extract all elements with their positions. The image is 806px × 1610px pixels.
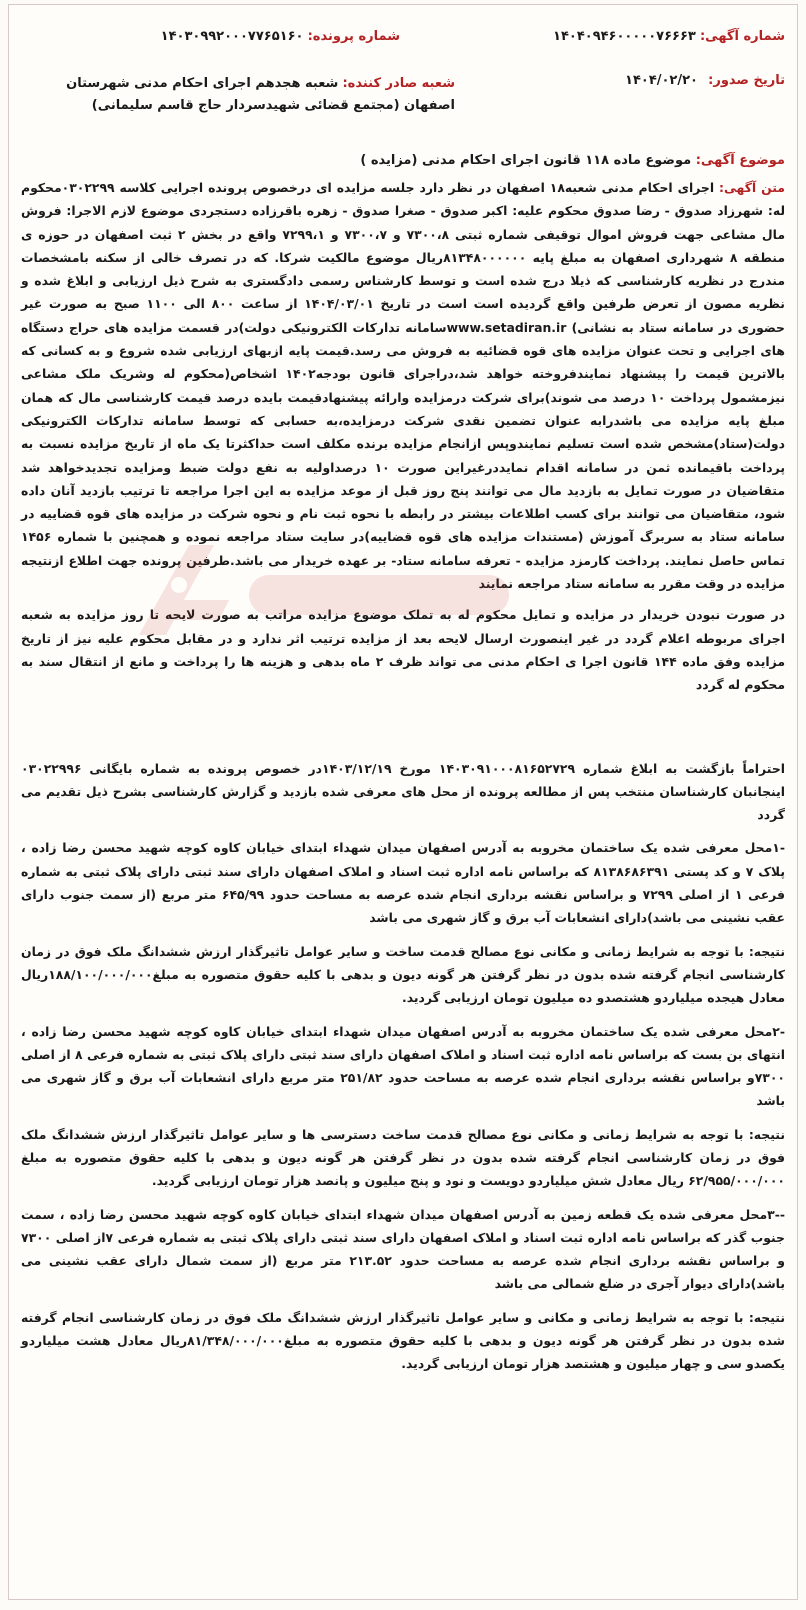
notice-body [21, 176, 785, 1376]
body-paragraph-2: در صورت نبودن خریدار در مزایده و تمایل محکوم له به تملک موضوع مزایده مراتب به صورت لایحه تا روز مزایده به شعبه اجرای مربوطه اعلام گردد در غیر اینصورت ارسال لایحه بعد از مزایده ترتیب اثر ندارد و در مقابل محکوم علیه نیز از تاریخ مزایده وفق ماده ۱۴۴ قانون اجرا ی احکام مدنی می تواند ظرف ۲ ماه بدهی و هزینه ها را پرداخت و مانع از انتقال سند به محکوم له گردد [21, 607, 785, 693]
expert-report-intro: احتراماً بازگشت به ابلاغ شماره ۱۴۰۳۰۹۱۰۰۰۸۱۶۵۲۷۲۹ مورخ ۱۴۰۳/۱۲/۱۹در خصوص پرونده به شماره بایگانی ۰۳۰۲۲۹۹۶ اینجانبان کارشناسان منتخب پس از مطالعه پرونده از محل های معرفی شده بازدید و گزارش کارشناسی بشرح ذیل تقدیم می گردد [21, 760, 785, 823]
subject-value: موضوع ماده ۱۱۸ قانون اجرای احکام مدنی (مزایده ) [360, 153, 692, 168]
notice-header [21, 15, 785, 123]
notice-page [8, 4, 798, 1600]
ad-number-label: شماره آگهی: [699, 29, 785, 44]
case-number-row [161, 29, 400, 44]
case-number-label: شماره پرونده: [307, 29, 400, 44]
property-2-description: -۲محل معرفی شده یک ساختمان مخروبه به آدرس اصفهان میدان شهداء ابتدای خیابان کاوه کوچه شهید محسن رضا زاده ، انتهای بن بست که براساس نامه اداره ثبت اسناد و املاک اصفهان دارای سند ثبتی دارای پلاک ثبتی به شماره فرعی ۸ از اصلی ۷۳۰۰و براساس نقشه برداری انجام شده عرصه به مساحت حدود ۲۵۱/۸۲ متر مربع دارای انشعابات آب برق و گاز شهری می باشد [21, 1023, 785, 1109]
body-paragraph-1 [21, 176, 785, 595]
subject-row [21, 153, 785, 168]
property-3-description: --۳محل معرفی شده یک قطعه زمین به آدرس اصفهان میدان شهداء ابتدای خیابان کاوه کوچه شهید محسن رضا زاده ، سمت جنوب گذر که براساس نامه اداره ثبت اسناد و املاک اصفهان دارای سند ثبتی دارای پلاک ثبتی به شماره فرعی ۷از اصلی ۷۳۰۰ و براساس نقشه برداری انجام شده عرصه به مساحت حدود ۲۱۳.۵۲ متر مربع (از سمت شمال دارای عقب نشینی می باشد)دارای دیوار آجری در ضلع شمالی می باشد [21, 1206, 785, 1292]
property-1-description: -۱محل معرفی شده یک ساختمان مخروبه به آدرس اصفهان میدان شهداء ابتدای خیابان کاوه کوچه شهید محسن رضا زاده ، پلاک ۷ و کد پستی ۸۱۳۸۶۸۶۳۹۱ که براساس نامه اداره ثبت اسناد و املاک اصفهان دارای سند ثبتی دارای پلاک ثبتی به شماره فرعی ۱ از اصلی ۷۲۹۹ و براساس نقشه برداری انجام شده عرصه به مساحت حدود ۶۴۵/۹۹ متر مربع (از سمت جنوب دارای عقب نشینی می باشد)دارای انشعابات آب برق و گاز شهری می باشد [21, 840, 785, 926]
property-2-result: نتیجه: با توجه به شرایط زمانی و مکانی نوع مصالح قدمت ساخت دسترسی ها و سایر عوامل تاثیرگذار ارزش ششدانگ ملک فوق در زمان کارشناسی انجام گرفته شده بدون در نظر گرفتن هر گونه دیون و بدهی با کلیه حقوق متصوره به مبلغ ۶۲/۹۵۵/۰۰۰/۰۰۰ ریال معادل شش میلیاردو دویست و نود و پنج میلیون و پانصد هزار تومان ارزیابی گردید. [21, 1126, 785, 1189]
branch-row [15, 73, 455, 117]
body-label: متن آگهی: [719, 180, 785, 195]
issue-date-row [625, 73, 785, 88]
property-1-result: نتیجه: با توجه به شرایط زمانی و مکانی نوع مصالح قدمت ساخت و سایر عوامل تاثیرگذار ارزش ششدانگ ملک فوق در زمان کارشناسی انجام گرفته شده بدون در نظر گرفتن هر گونه دیون و بدهی با کلیه حقوق متصوره به مبلغ۱۸۸/۱۰۰/۰۰۰/۰۰۰ریال معادل هیجده میلیاردو هشتصدو ده میلیون تومان ارزیابی گردید. [21, 943, 785, 1006]
property-3-result: نتیجه: با توجه به شرایط زمانی و مکانی و سایر عوامل تاثیرگذار ارزش ششدانگ ملک فوق در زمان کارشناسی انجام گرفته شده بدون در نظر گرفتن هر گونه دیون و بدهی با کلیه حقوق متصوره به مبلغ۸۱/۳۴۸/۰۰۰/۰۰۰ریال معادل هشت میلیاردو یکصدو سی و چهار میلیون و هشتصد هزار تومان ارزیابی گردید. [21, 1309, 785, 1372]
issue-date-label: تاریخ صدور: [708, 73, 785, 88]
body-paragraph-1-text: اجرای احکام مدنی شعبه۱۸ اصفهان در نظر دارد جلسه مزایده ای درخصوص پرونده اجرایی کلاسه ۰۳۰۲۲۹۹محکوم له: شهرزاد صدوق - رضا صدوق محکوم علیه: اکبر صدوق - صغرا صدوق - زهره باقرزاده دستجردی موضوع لازم الاجرا: فروش مال مشاعی جهت فروش اموال توقیفی شماره ثبتی ۷۳۰۰،۸ و ۷۳۰۰،۷ و ۷۲۹۹،۱ واقع در بخش ۲ ثبت اصفهان در حوزه ی منطقه ۸ شهرداری اصفهان به مبلغ پایه ۸۱۳۴۸۰۰۰۰۰۰ریال موضوع مالکیت شرکا. که در تصرف خالی از سکنه بامشخصات مندرج در نظریه کارشناسی که ذیلا درج شده است و توسط کارشناس رسمی دادگستری به شرح ذیل ارزیابی و ابلاغ شده و نظریه مصون از تعرض طرفین واقع گردیده است است در تاریخ ۱۴۰۴/۰۳/۰۱ از ساعت ۸۰۰ الی ۱۱۰۰ صبح به صورت غیر حضوری در سامانه ستاد به نشانی) www.setadiran.irسامانه تدارکات الکترونیکی دولت)در قسمت مزایده های حراج دستگاه های اجرایی و تحت عنوان مزایده های قوه قضائیه به فروش می رسد.قیمت پایه ازبهای ارزیابی شده شروع و به کسانی که بالاترین قیمت را پیشنهاد نمایندفروخته خواهد شد،دراجرای قانون بودجه۱۴۰۲ اشخاص(محکوم له وشریک ملک مشاعی نیزمشمول پرداخت ۱۰ درصد می شوند)برای شرکت درمزایده وارائه پیشنهادقیمت بایده درصد قیمت کارشناسی مال که همان مبلغ پایه مزایده می باشدرابه عنوان تضمین نقدی شرکت درمزایده،به حسابی که توسط سامانه تدارکات الکترونیکی دولت(ستاد)مشخص شده است تسلیم نمایندوپس ازانجام مزایده برنده مکلف است حداکثرتا یک ماه از تاریخ مزایده نسبت به پرداخت باقیمانده ثمن در سامانه اقدام نمایددرغیراین صورت ۱۰ درصداولیه به نفع دولت ضبط ومزایده تجدیدخواهد شد متقاضیان در صورت تمایل به بازدید مال می توانند پنج روز قبل از موعد مزایده به این اجرا مراجعه تا ترتیب بازدید آنان داده شود، متقاضیان می توانند برای کسب اطلاعات بیشتر در رابطه با نحوه ثبت نام و نحوه شرکت در مزایده های قوه قضاییه در سامانه ستاد به سربرگ آموزش (مستندات مزایده های قوه قضاییه)در سایت ستاد مراجعه نموده و همچنین با شماره ۱۴۵۶ تماس حاصل نمایند. پرداخت کارمزد مزایده - تعرفه سامانه ستاد- بر عهده خریدار می باشد.طرفین پرونده جهت اطلاع ازنتیجه مزایده در وقت مقرر به سامانه ستاد مراجعه نمایند [21, 180, 786, 592]
branch-label: شعبه صادر کننده: [342, 76, 455, 91]
ad-number: ۱۴۰۴۰۹۴۶۰۰۰۰۰۷۶۶۶۳ [553, 29, 696, 44]
subject-label: موضوع آگهی: [695, 153, 785, 168]
issue-date: ۱۴۰۴/۰۲/۲۰ [625, 73, 698, 88]
branch-name: شعبه هجدهم اجرای احکام مدنی شهرستان اصفهان (مجتمع قضائی شهیدسردار حاج قاسم سلیمانی) [66, 76, 455, 113]
section-gap [21, 705, 785, 757]
case-number: ۱۴۰۳۰۹۹۲۰۰۰۷۷۶۵۱۶۰ [160, 29, 304, 44]
ad-number-row [553, 29, 785, 44]
